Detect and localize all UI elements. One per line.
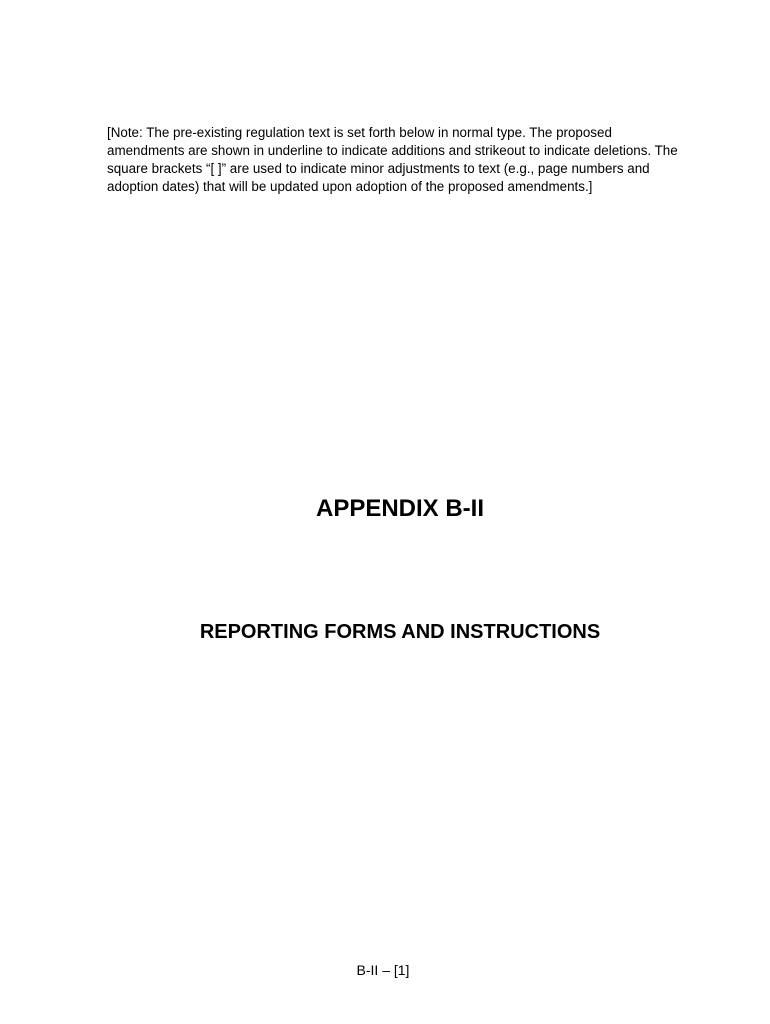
page-number: B-II – [1] — [356, 962, 410, 978]
editorial-note: [Note: The pre-existing regulation text is set forth below in normal type. The proposed amendments are shown in underline to indicate additions and strikeout to indicate deletions. The square brackets “[ ]” are used to indicate minor adjustments to text (e.g., page numbers and adoption dates) that will be updated upon adoption of the proposed amendments.] — [107, 125, 678, 194]
appendix-title: APPENDIX B-II — [315, 495, 485, 522]
section-title: REPORTING FORMS AND INSTRUCTIONS — [199, 621, 601, 643]
